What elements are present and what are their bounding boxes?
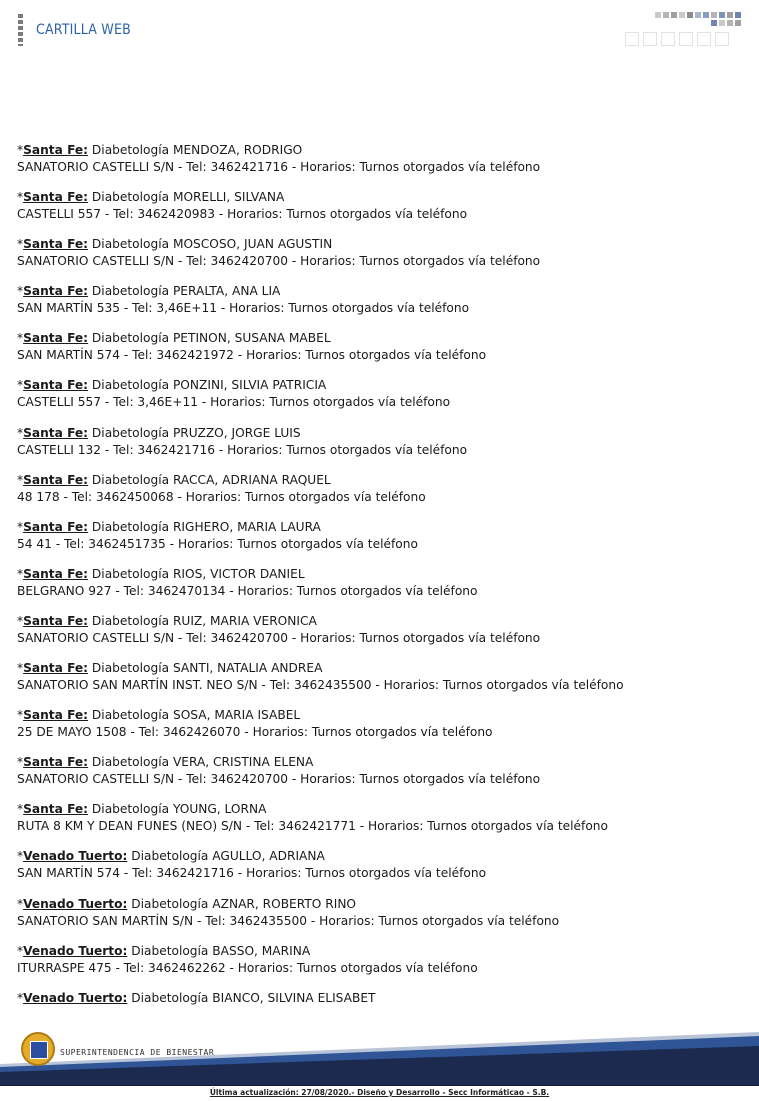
provider-entry [17,519,747,566]
provider-name: AGULLO, ADRIANA [212,849,325,864]
provider-list [17,142,747,1037]
provider-heading: *Santa Fe: Diabetología SOSA, MARIA ISABEL [17,708,301,723]
provider-location: Santa Fe: [23,143,89,157]
provider-heading: *Santa Fe: Diabetología MOSCOSO, JUAN AGUSTIN [17,237,333,252]
provider-address: 25 DE MAYO 1508 - Tel: 3462426070 - Horarios: Turnos otorgados vía teléfono [17,725,493,740]
provider-name: PETINON, SUSANA MABEL [172,331,331,346]
header-decoration [625,12,747,48]
provider-address: CASTELLI 132 - Tel: 3462421716 - Horarios: Turnos otorgados vía teléfono [17,442,468,457]
provider-name: VERA, CRISTINA ELENA [172,755,314,770]
provider-specialty: Diabetología [91,190,170,205]
provider-address: SAN MARTÍN 574 - Tel: 3462421972 - Horarios: Turnos otorgados vía teléfono [17,348,487,363]
provider-name: RIGHERO, MARIA LAURA [172,519,321,534]
provider-entry [17,236,747,283]
provider-name: PERALTA, ANA LIA [172,284,281,299]
provider-address: SANATORIO CASTELLI S/N - Tel: 3462420700 - Horarios: Turnos otorgados vía teléfono [17,630,541,645]
provider-location: Santa Fe: [23,613,89,628]
provider-address: SANATORIO CASTELLI S/N - Tel: 3462421716 - Horarios: Turnos otorgados vía teléfono [17,160,541,174]
provider-heading: *Santa Fe: Diabetología MENDOZA, RODRIGO [17,143,303,157]
provider-location: Santa Fe: [23,472,89,487]
provider-heading: *Venado Tuerto: Diabetología AGULLO, ADRIANA [17,849,325,864]
provider-location: Santa Fe: [23,519,89,534]
provider-name: SANTI, NATALIA ANDREA [172,661,323,676]
provider-address: RUTA 8 KM Y DEAN FUNES (NEO) S/N - Tel: 3462421771 - Horarios: Turnos otorgados vía teléfono [17,819,608,834]
provider-entry [17,425,747,472]
provider-heading: *Venado Tuerto: Diabetología AZNAR, ROBERTO RINO [17,896,357,911]
provider-specialty: Diabetología [91,613,170,628]
provider-heading: *Santa Fe: Diabetología RACCA, ADRIANA RAQUEL [17,472,331,487]
provider-entry [17,330,747,377]
provider-entry [17,754,747,801]
provider-name: RUIZ, MARIA VERONICA [172,613,317,628]
header-accent-bar [18,14,23,46]
provider-name: MOSCOSO, JUAN AGUSTIN [172,237,333,252]
provider-specialty: Diabetología [131,943,209,958]
provider-address: SANATORIO CASTELLI S/N - Tel: 3462420700 - Horarios: Turnos otorgados vía teléfono [17,772,541,787]
provider-heading: *Santa Fe: Diabetología PETINON, SUSANA MABEL [17,331,331,346]
provider-location: Venado Tuerto: [23,849,128,864]
organization-seal-icon [21,1032,55,1066]
provider-location: Santa Fe: [23,331,89,346]
provider-heading: *Santa Fe: Diabetología PONZINI, SILVIA PATRICIA [17,378,327,393]
provider-heading: *Santa Fe: Diabetología VERA, CRISTINA ELENA [17,755,314,770]
provider-heading: *Santa Fe: Diabetología PRUZZO, JORGE LUIS [17,425,301,440]
provider-entry [17,707,747,754]
provider-location: Santa Fe: [23,661,89,676]
provider-address: SAN MARTÍN 535 - Tel: 3,46E+11 - Horarios: Turnos otorgados vía teléfono [17,301,470,316]
provider-specialty: Diabetología [131,896,209,911]
provider-heading: *Santa Fe: Diabetología RIGHERO, MARIA LAURA [17,519,321,534]
provider-heading: *Santa Fe: Diabetología RUIZ, MARIA VERONICA [17,613,317,628]
provider-location: Santa Fe: [23,755,89,770]
provider-entry [17,660,747,707]
provider-entry [17,377,747,424]
provider-location: Santa Fe: [23,378,89,393]
provider-heading: *Venado Tuerto: Diabetología BIANCO, SILVINA ELISABET [17,990,376,1005]
provider-name: RIOS, VICTOR DANIEL [172,566,305,581]
provider-entry [17,943,747,990]
provider-address: SANATORIO SAN MARTÍN S/N - Tel: 3462435500 - Horarios: Turnos otorgados vía teléfono [17,913,560,928]
provider-entry [17,848,747,895]
provider-name: RACCA, ADRIANA RAQUEL [172,472,331,487]
page-footer [0,1028,759,1101]
provider-address: SANATORIO SAN MARTÍN INST. NEO S/N - Tel: 3462435500 - Horarios: Turnos otorgados vía teléfono [17,678,624,693]
provider-entry [17,472,747,519]
provider-specialty: Diabetología [91,755,170,770]
page-header [0,0,759,60]
provider-specialty: Diabetología [91,378,170,393]
provider-address: BELGRANO 927 - Tel: 3462470134 - Horarios: Turnos otorgados vía teléfono [17,583,478,598]
provider-specialty: Diabetología [91,802,170,817]
provider-location: Santa Fe: [23,802,89,817]
organization-name: SUPERINTENDENCIA DE BIENESTAR [60,1048,215,1057]
provider-specialty: Diabetología [91,708,170,723]
page-title: CARTILLA WEB [36,22,131,38]
provider-location: Santa Fe: [23,566,89,581]
provider-heading: *Santa Fe: Diabetología PERALTA, ANA LIA [17,284,281,299]
provider-heading: *Venado Tuerto: Diabetología BASSO, MARINA [17,943,311,958]
provider-name: AZNAR, ROBERTO RINO [212,896,357,911]
provider-location: Venado Tuerto: [23,990,128,1005]
provider-specialty: Diabetología [131,990,209,1005]
provider-heading: *Santa Fe: Diabetología RIOS, VICTOR DANIEL [17,566,305,581]
provider-name: BIANCO, SILVINA ELISABET [212,990,376,1005]
provider-entry [17,613,747,660]
provider-name: MENDOZA, RODRIGO [172,143,303,157]
provider-name: SOSA, MARIA ISABEL [172,708,301,723]
provider-name: MORELLI, SILVANA [172,190,285,205]
provider-heading: *Santa Fe: Diabetología SANTI, NATALIA ANDREA [17,661,323,676]
provider-address: SAN MARTÍN 574 - Tel: 3462421716 - Horarios: Turnos otorgados vía teléfono [17,866,487,881]
provider-location: Santa Fe: [23,708,89,723]
provider-specialty: Diabetología [91,237,170,252]
provider-location: Venado Tuerto: [23,896,128,911]
provider-name: YOUNG, LORNA [172,802,267,817]
provider-address: ITURRASPE 475 - Tel: 3462462262 - Horarios: Turnos otorgados vía teléfono [17,960,478,975]
provider-specialty: Diabetología [91,425,170,440]
provider-entry [17,566,747,613]
provider-specialty: Diabetología [91,661,170,676]
last-update-note: Última actualización: 27/08/2020.- Diseño y Desarrollo - Secc Informáticao - S.B. [209,1088,550,1097]
provider-name: BASSO, MARINA [212,943,311,958]
provider-address: 54 41 - Tel: 3462451735 - Horarios: Turnos otorgados vía teléfono [17,536,418,551]
provider-specialty: Diabetología [91,331,170,346]
provider-address: SANATORIO CASTELLI S/N - Tel: 3462420700 - Horarios: Turnos otorgados vía teléfono [17,254,541,269]
provider-specialty: Diabetología [91,519,170,534]
provider-entry [17,283,747,330]
provider-location: Santa Fe: [23,284,89,299]
provider-entry [17,142,747,189]
provider-specialty: Diabetología [91,284,170,299]
provider-specialty: Diabetología [91,143,170,157]
provider-heading: *Santa Fe: Diabetología YOUNG, LORNA [17,802,267,817]
provider-name: PRUZZO, JORGE LUIS [172,425,301,440]
provider-address: 48 178 - Tel: 3462450068 - Horarios: Turnos otorgados vía teléfono [17,489,426,504]
provider-name: PONZINI, SILVIA PATRICIA [172,378,327,393]
provider-location: Santa Fe: [23,425,89,440]
provider-entry [17,896,747,943]
provider-location: Venado Tuerto: [23,943,128,958]
provider-location: Santa Fe: [23,190,89,205]
provider-entry [17,189,747,236]
provider-specialty: Diabetología [131,849,209,864]
provider-heading: *Santa Fe: Diabetología MORELLI, SILVANA [17,190,285,205]
provider-specialty: Diabetología [91,566,170,581]
provider-location: Santa Fe: [23,237,89,252]
provider-address: CASTELLI 557 - Tel: 3462420983 - Horarios: Turnos otorgados vía teléfono [17,207,468,222]
provider-specialty: Diabetología [91,472,170,487]
provider-address: CASTELLI 557 - Tel: 3,46E+11 - Horarios: Turnos otorgados vía teléfono [17,395,451,410]
provider-entry [17,801,747,848]
